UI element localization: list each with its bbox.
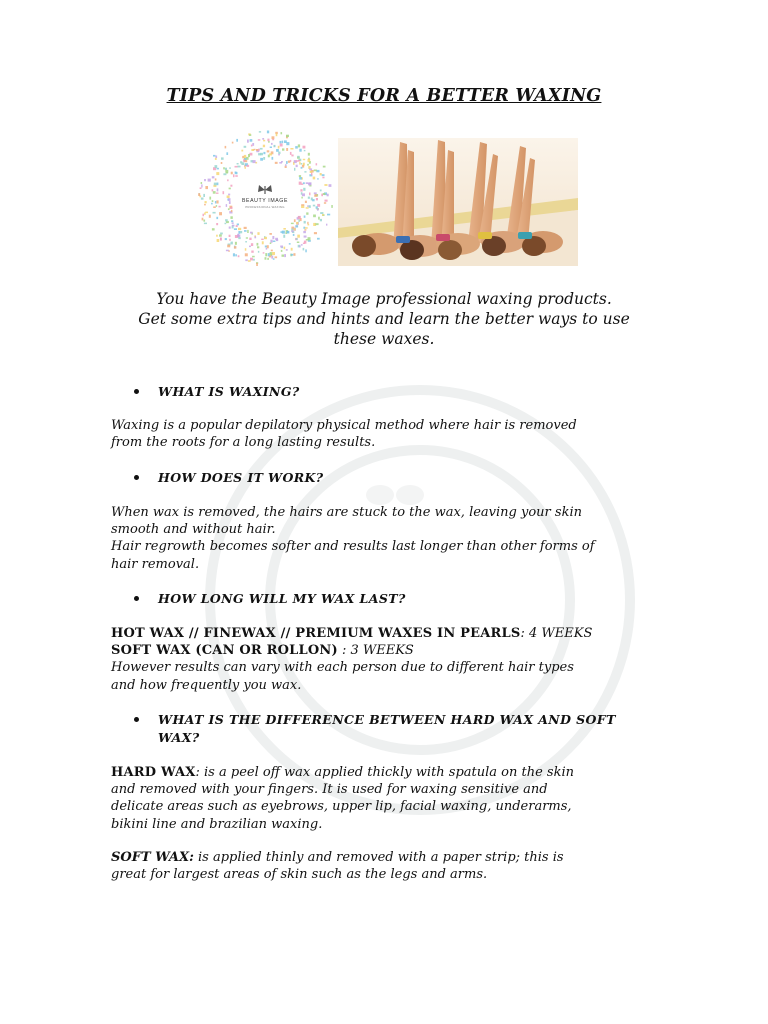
intro-line: You have the Beauty Image professional waxing products. [156,290,612,308]
paragraph-what-is-waxing: Waxing is a popular depilatory physical method where hair is removed from the roots for a long lasting results. [111,418,577,451]
heading-difference: WHAT IS THE DIFFERENCE BETWEEN HARD WAX AND SOFT WAX? [134,711,658,747]
logo-tagline-text: PROFESSIONAL WAXING [245,205,285,209]
soft-wax-duration: : 3 WEEKS [337,643,414,659]
hard-wax-label: HARD WAX [111,765,196,780]
bullet-icon [134,717,139,722]
soft-wax-label: SOFT WAX (CAN OR ROLLON) [111,643,338,659]
beauty-image-logo [196,128,334,266]
intro-paragraph [96,289,672,349]
paragraph-how-long: HOT WAX // FINEWAX // PREMIUM WAXES IN PEARLS: 4 WEEKS SOFT WAX (CAN OR ROLLON) : 3 WEEKS However results can vary with each person due to different hair types and how frequently you wax. [111,626,593,693]
intro-line: these waxes. [333,330,435,348]
heading-how-long: HOW LONG WILL MY WAX LAST? [134,590,658,608]
paragraph-hard-wax: HARD WAX: is a peel off wax applied thickly with spatula on the skin and removed with your fingers. It is used for waxing sensitive and delicate areas such as eyebrows, upper lip, facial waxing, underarms, bikini line and brazilian waxing. [111,765,575,832]
intro-line: Get some extra tips and hints and learn the better ways to use [138,310,630,328]
paragraph-soft-wax: SOFT WAX: is applied thinly and removed with a paper strip; this is great for largest areas of skin such as the legs and arms. [111,850,564,883]
paragraph-how-does-it-work: When wax is removed, the hairs are stuck to the wax, leaving your skin smooth and without hair. Hair regrowth becomes softer and results last longer than other forms of hair removal. [111,505,595,572]
heading-how-does-it-work: HOW DOES IT WORK? [134,469,658,487]
bullet-icon [134,596,139,601]
bullet-icon [134,389,139,394]
heading-what-is-waxing: WHAT IS WAXING? [134,383,658,401]
bullet-icon [134,475,139,480]
logo-brand-text: BEAUTY IMAGE [241,198,289,204]
hot-wax-duration: : 4 WEEKS [520,626,593,641]
page-title: TIPS AND TRICKS FOR A BETTER WAXING [166,86,602,106]
hot-wax-label: HOT WAX // FINEWAX // PREMIUM WAXES IN PEARLS [111,626,521,641]
soft-wax-label: SOFT WAX: [111,850,194,865]
waxing-photo [338,138,578,266]
